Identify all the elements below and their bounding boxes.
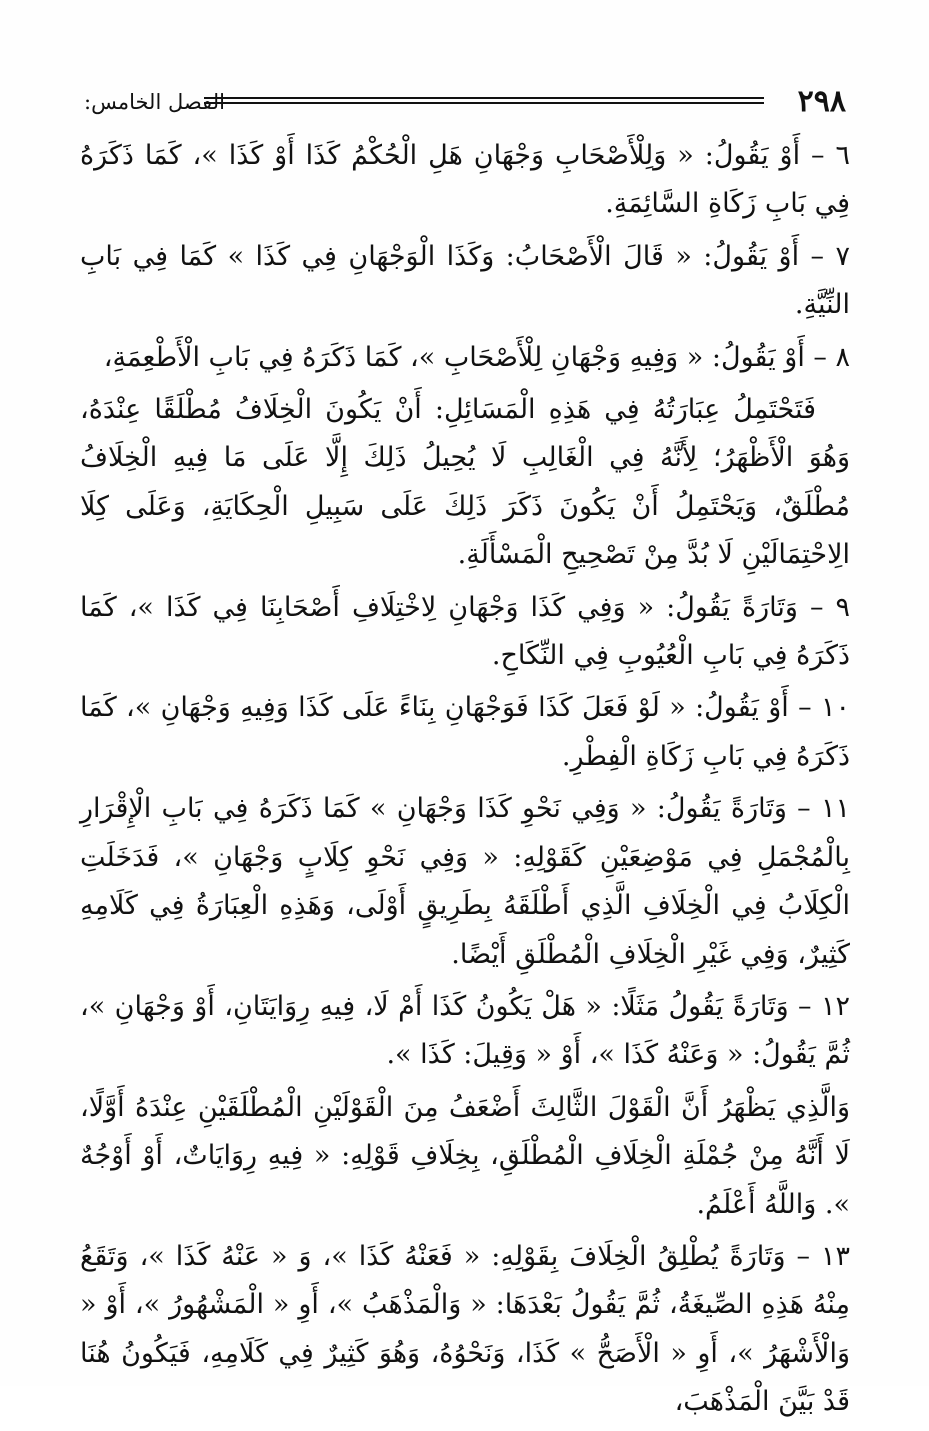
- paragraph-13: ١٣ – وَتَارَةً يُطْلِقُ الْخِلَافَ بِقَوْلِهِ: « فَعَنْهُ كَذَا »، وَ « عَنْهُ كَذَا »، وَتَقَعُ مِنْهُ هَذِهِ الصِّيغَةُ، ثُمَّ يَقُولُ بَعْدَهَا: « وَالْمَذْهَبُ »، أَوِ « الْمَشْهُورُ »، أَوْ « وَالْأَشْهَرُ »، أَوِ « الْأَصَحُّ » كَذَا، وَنَحْوُهُ، وَهُوَ كَثِيرٌ فِي كَلَامِهِ، فَيَكُونُ هُنَا قَدْ بَيَّنَ الْمَذْهَبَ،: [80, 1240, 850, 1418]
- paragraph-commentary-1: فَتَحْتَمِلُ عِبَارَتُهُ فِي هَذِهِ الْمَسَائِلِ: أَنْ يَكُونَ الْخِلَافُ مُطْلَقًا عِنْدَهُ، وَهُوَ الْأَظْهَرُ؛ لِأَنَّهُ فِي الْغَالِبِ لَا يُحِيلُ ذَلِكَ إِلَّا عَلَى مَا فِيهِ الْخِلَافُ مُطْلَقٌ، وَيَحْتَمِلُ أَنْ يَكُونَ ذَكَرَ ذَلِكَ عَلَى سَبِيلِ الْحِكَايَةِ، وَعَلَى كِلَا الِاحْتِمَالَيْنِ لَا بُدَّ مِنْ تَصْحِيحِ الْمَسْأَلَةِ.: [80, 394, 850, 571]
- paragraph-11: ١١ – وَتَارَةً يَقُولُ: « وَفِي نَحْوِ كَذَا وَجْهَانِ » كَمَا ذَكَرَهُ فِي بَابِ الْإِقْرَارِ بِالْمُجْمَلِ فِي مَوْضِعَيْنِ كَقَوْلِهِ: « وَفِي نَحْوِ كِلَابٍ وَجْهَانِ »، فَدَخَلَتِ الْكِلَابُ فِي الْخِلَافِ الَّذِي أَطْلَقَهُ بِطَرِيقٍ أَوْلَى، وَهَذِهِ الْعِبَارَةُ فِي كَلَامِهِ كَثِيرٌ، وَفِي غَيْرِ الْخِلَافِ الْمُطْلَقِ أَيْضًا.: [80, 793, 850, 970]
- paragraph-8: ٨ – أَوْ يَقُولُ: « وَفِيهِ وَجْهَانِ لِلْأَصْحَابِ »، كَمَا ذَكَرَهُ فِي بَابِ الْأَطْعِمَةِ،: [103, 341, 850, 373]
- paragraph-10: ١٠ – أَوْ يَقُولُ: « لَوْ فَعَلَ كَذَا فَوَجْهَانِ بِنَاءً عَلَى كَذَا وَفِيهِ وَجْهَانِ »، كَمَا ذَكَرَهُ فِي بَابِ زَكَاةِ الْفِطْرِ.: [80, 692, 850, 772]
- paragraph-7: ٧ – أَوْ يَقُولُ: « قَالَ الْأَصْحَابُ: وَكَذَا الْوَجْهَانِ فِي كَذَا » كَمَا فِي بَابِ النِّيَّةِ.: [80, 240, 850, 321]
- paragraph-9: ٩ – وَتَارَةً يَقُولُ: « وَفِي كَذَا وَجْهَانِ لِاخْتِلَافِ أَصْحَابِنَا فِي كَذَا »، كَمَا ذَكَرَهُ فِي بَابِ الْعُيُوبِ فِي النِّكَاحِ.: [80, 591, 850, 672]
- paragraph-commentary-2: وَالَّذِي يَظْهَرُ أَنَّ الْقَوْلَ الثَّالِثَ أَضْعَفُ مِنَ الْقَوْلَيْنِ الْمُطْلَقَيْنِ عِنْدَهُ أَوَّلًا، لَا أَنَّهُ مِنْ جُمْلَةِ الْخِلَافِ الْمُطْلَقِ، بِخِلَافِ قَوْلِهِ: « فِيهِ رِوَايَاتٌ، أَوْ أَوْجُهٌ ». وَاللَّهُ أَعْلَمُ.: [80, 1091, 850, 1220]
- page-number: ٢٩٨: [797, 84, 846, 119]
- paragraph-12: ١٢ – وَتَارَةً يَقُولُ مَثَلًا: « هَلْ يَكُونُ كَذَا أَمْ لَا، فِيهِ رِوَايَتَانِ، أَوْ وَجْهَانِ »، ثُمَّ يَقُولُ: « وَعَنْهُ كَذَا »، أَوْ « وَقِيلَ: كَذَا ».: [80, 990, 850, 1071]
- header-rule: [204, 97, 764, 104]
- running-header: [84, 84, 846, 120]
- body-text: [80, 132, 850, 1431]
- paragraph-6: ٦ – أَوْ يَقُولُ: « وَلِلْأَصْحَابِ وَجْهَانِ هَلِ الْحُكْمُ كَذَا أَوْ كَذَا »، كَمَا ذَكَرَهُ فِي بَابِ زَكَاةِ السَّائِمَةِ.: [80, 140, 850, 220]
- chapter-title: الفصل الخامس:: [84, 90, 225, 114]
